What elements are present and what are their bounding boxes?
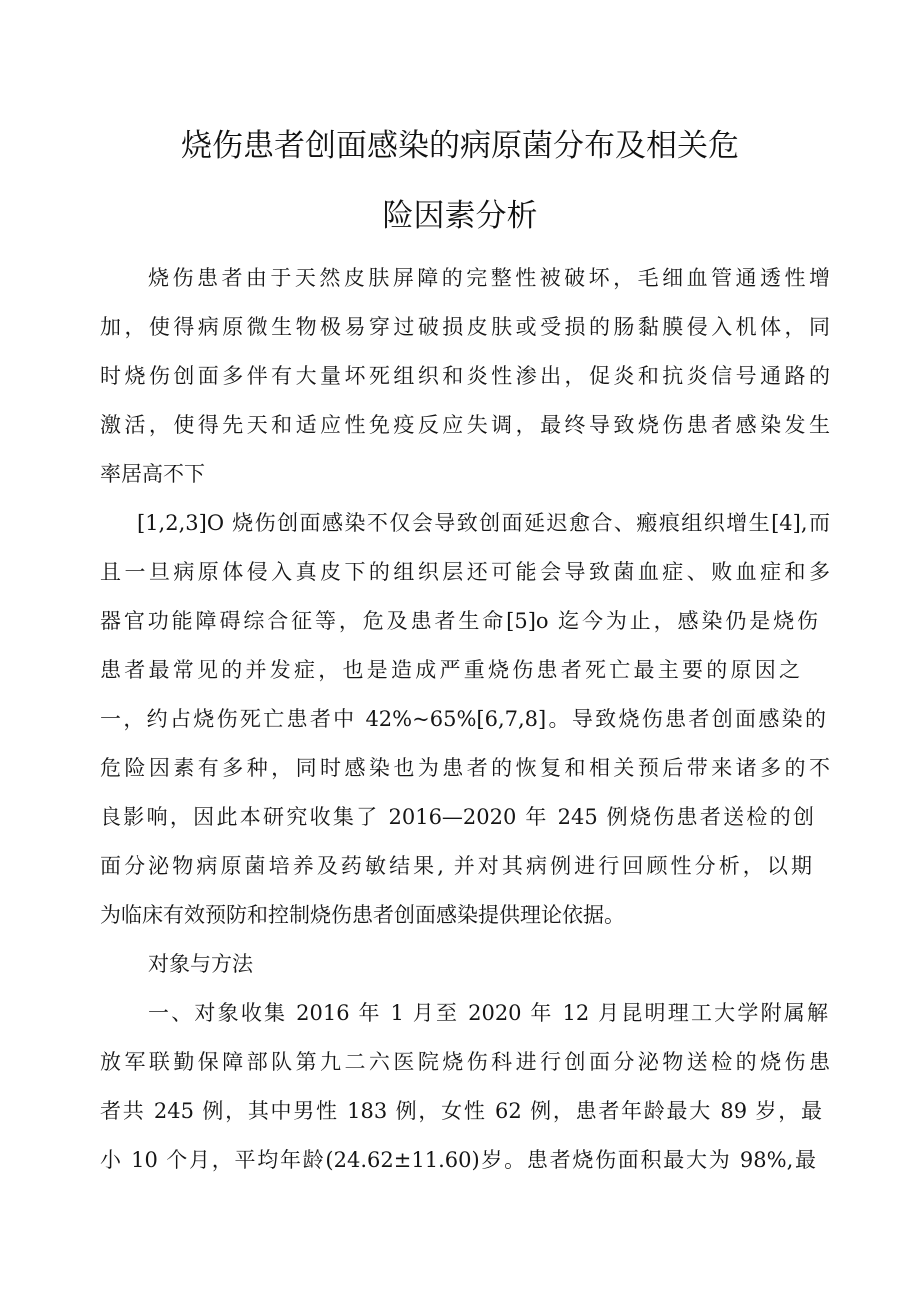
document-title-line-2: 险因素分析 (382, 198, 538, 234)
paragraph-2-line-1: [1,2,3]O 烧伤创面感染不仅会导致创面延迟愈合、瘢痕组织增生[4],而 (137, 511, 830, 535)
paragraph-1-line-2: 加，使得病原微生物极易穿过破损皮肤或受损的肠黏膜侵入机体，同 (100, 315, 830, 339)
paragraph-2-line-7: 良影响，因此本研究收集了 2016—2020 年 245 例烧伤患者送检的创 (100, 805, 814, 829)
paragraph-3-line-4: 小 10 个月，平均年龄(24.62±11.60)岁。患者烧伤面积最大为 98%,最 (100, 1148, 816, 1172)
paragraph-2-line-9: 为临床有效预防和控制烧伤患者创面感染提供理论依据。 (100, 903, 625, 927)
paragraph-1-line-5: 率居高不下 (100, 462, 205, 486)
paragraph-2-line-6: 危险因素有多种，同时感染也为患者的恢复和相关预后带来诸多的不 (100, 756, 830, 780)
paragraph-3-line-2: 放军联勤保障部队第九二六医院烧伤科进行创面分泌物送检的烧伤患 (100, 1050, 830, 1074)
paragraph-3-line-1: 一、对象收集 2016 年 1 月至 2020 年 12 月昆明理工大学附属解 (148, 1001, 828, 1025)
section-heading: 对象与方法 (148, 952, 253, 976)
paragraph-2-line-5: 一，约占烧伤死亡患者中 42%~65%[6,7,8]。导致烧伤患者创面感染的 (100, 707, 826, 731)
paragraph-2-line-4: 患者最常见的并发症，也是造成严重烧伤患者死亡最主要的原因之 (100, 658, 800, 682)
paragraph-2-line-3: 器官功能障碍综合征等，危及患者生命[5]o 迄今为止，感染仍是烧伤 (100, 609, 818, 633)
paragraph-3-line-3: 者共 245 例，其中男性 183 例，女性 62 例，患者年龄最大 89 岁，最 (100, 1099, 822, 1123)
paragraph-1-line-1: 烧伤患者由于天然皮肤屏障的完整性被破坏，毛细血管通透性增 (148, 266, 830, 290)
paragraph-2-line-8: 面分泌物病原菌培养及药敏结果, 并对其病例进行回顾性分析，以期 (100, 854, 812, 878)
paragraph-1-line-4: 激活，使得先天和适应性免疫反应失调，最终导致烧伤患者感染发生 (100, 413, 830, 437)
paragraph-2-line-2: 且一旦病原体侵入真皮下的组织层还可能会导致菌血症、败血症和多 (100, 560, 830, 584)
document-title-line-1: 烧伤患者创面感染的病原菌分布及相关危 (181, 128, 739, 164)
paragraph-1-line-3: 时烧伤创面多伴有大量坏死组织和炎性渗出，促炎和抗炎信号通路的 (100, 364, 830, 388)
